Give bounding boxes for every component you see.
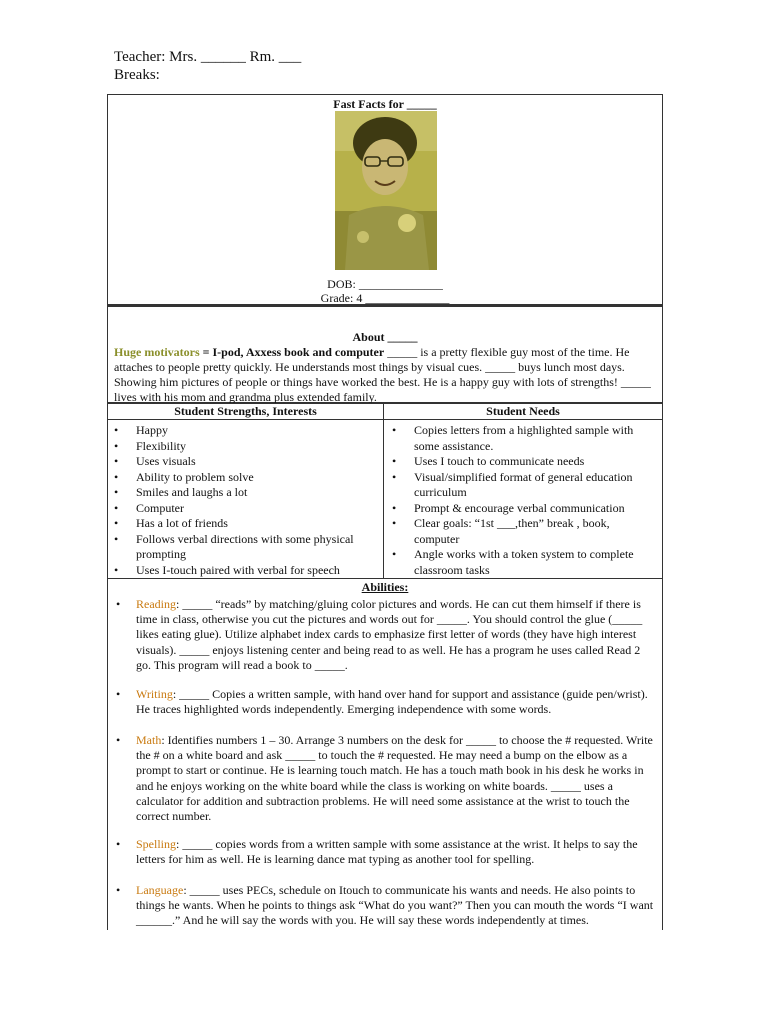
about-text: _____ is a pretty flexible guy most of the time. He attaches to people pretty quickly. He understands most things by visual cues. _____ buys lunch most days. Showing him pictures of people or things have worked the best. He is a happy guy with lots of strengths! _____ lives with his mom and grandma plus extended family. — [114, 345, 651, 404]
strengths-title: Student Strengths, Interests — [108, 404, 383, 420]
writing-label: Writing — [136, 687, 173, 701]
math-paragraph — [136, 733, 656, 824]
list-item: • Uses I-touch paired with verbal for speech — [136, 563, 383, 579]
breaks-line: Breaks: — [114, 67, 160, 83]
list-item: • Uses I touch to communicate needs — [414, 454, 656, 470]
list-item: • Copies letters from a highlighted sample with some assistance. — [414, 423, 656, 454]
abilities-section — [107, 579, 663, 930]
list-item: • Angle works with a token system to complete classroom tasks — [414, 547, 656, 578]
needs-column — [384, 403, 663, 579]
reading-paragraph — [136, 597, 656, 673]
list-item: • Prompt & encourage verbal communication — [414, 501, 656, 517]
list-item: • Flexibility — [136, 439, 383, 455]
list-item: • Smiles and laughs a lot — [136, 485, 383, 501]
math-label: Math — [136, 733, 162, 747]
list-item: • Happy — [136, 423, 383, 439]
strengths-list — [136, 423, 383, 578]
fast-facts-box — [107, 94, 663, 305]
writing-paragraph — [136, 687, 656, 717]
list-item: • Visual/simplified format of general education curriculum — [414, 470, 656, 501]
list-item: • Clear goals: “1st ___,then” break , book, computer — [414, 516, 656, 547]
list-item: • Follows verbal directions with some physical prompting — [136, 532, 383, 563]
reading-label: Reading — [136, 597, 176, 611]
student-photo — [335, 111, 437, 270]
abilities-title: Abilities: — [361, 580, 409, 594]
spelling-label: Spelling — [136, 837, 177, 851]
dob-field: DOB: ______________ — [327, 277, 443, 291]
writing-text: : _____ Copies a written sample, with hand over hand for support and assistance (guide pen/wrist). He traces highlighted words independently. Emerging independence with some words. — [136, 687, 648, 717]
strengths-column — [107, 403, 384, 579]
about-paragraph — [114, 345, 656, 405]
reading-text: : _____ “reads” by matching/gluing color pictures and words. He can cut them himself if there is time in class, otherwise you cut the pictures and words out for _____. You should control the glue (_____ likes eating glue). Utilize alphabet index cards to emphasize first letter of words (they have high interest visuals). _____ enjoys listening center and being read to as well. He has a program he uses called Read 2 go. This program will read a book to _____. — [136, 597, 643, 672]
list-item: • Has a lot of friends — [136, 516, 383, 532]
language-text: : _____ uses PECs, schedule on Itouch to communicate his wants and needs. He also points to things he wants. When he points to things ask “What do you want?” Then you can mouth the words “I want ______.” And he will say the words with you. He will say these words independently at times. — [136, 883, 654, 928]
spelling-text: : _____ copies words from a written sample with some assistance at the wrist. It helps to say the letters for him as well. He is learning dance mat typing as another tool for spelling. — [136, 837, 638, 867]
fast-facts-title: Fast Facts for _____ — [333, 97, 437, 111]
about-title: About _____ — [352, 330, 418, 344]
teacher-line: Teacher: Mrs. ______ Rm. ___ — [114, 49, 302, 65]
list-item: • Ability to problem solve — [136, 470, 383, 486]
list-item: • Computer — [136, 501, 383, 517]
grade-field: Grade: 4 ______________ — [320, 291, 450, 305]
list-item: • Uses visuals — [136, 454, 383, 470]
about-section — [107, 305, 663, 403]
needs-title: Student Needs — [384, 404, 662, 420]
language-paragraph — [136, 883, 656, 929]
needs-list — [414, 423, 656, 578]
math-text: : Identifies numbers 1 – 30. Arrange 3 numbers on the desk for _____ to choose the # requested. Write the # on a white board and ask _____ to touch the # requested. He may need a bump on the elbow as a prompt to start or continue. He is learning touch match. He has a touch math book in his desk he works in and he enjoys working on the white board while the class is working on white boards. _____ uses a calculator for addition and subtraction problems. He will need some assistance at the wrist to touch the correct number. — [136, 733, 653, 824]
language-label: Language — [136, 883, 184, 897]
motivators-label: Huge motivators — [114, 345, 200, 359]
spelling-paragraph — [136, 837, 656, 867]
motivators-value: = I-pod, Axxess book and computer — [202, 345, 385, 359]
